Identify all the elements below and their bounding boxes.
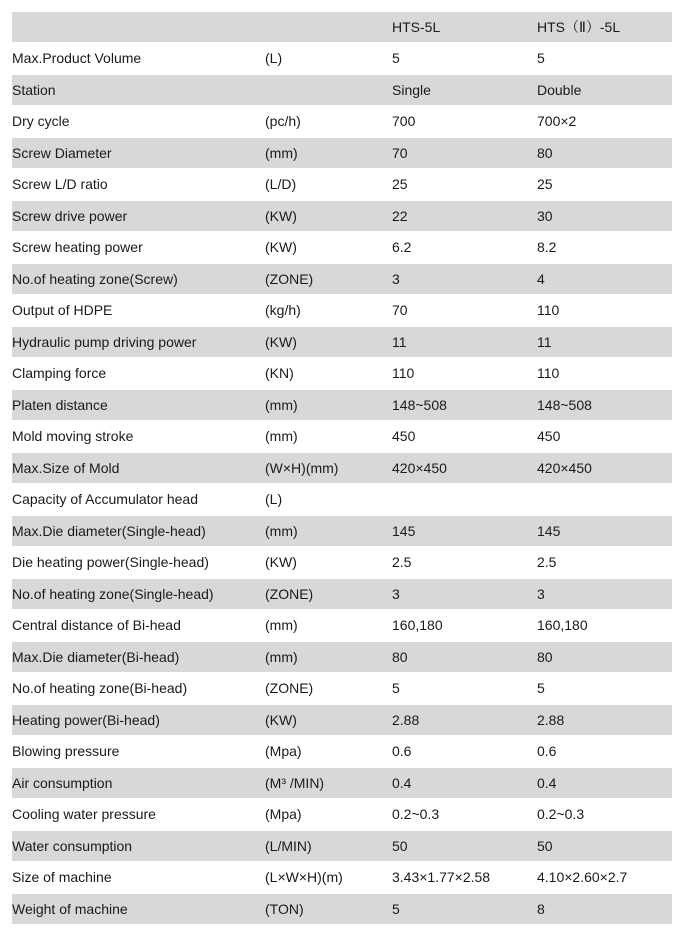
model-b-value: 4.10×2.60×2.7 <box>537 863 672 893</box>
unit-cell: (L/D) <box>265 170 392 200</box>
model-a-value: 5 <box>392 894 537 924</box>
param-cell: Output of HDPE <box>12 296 265 326</box>
table-row <box>12 642 672 672</box>
param-cell: Dry cycle <box>12 107 265 137</box>
model-b-value: 0.6 <box>537 737 672 767</box>
table-row <box>12 548 672 578</box>
table-row <box>12 327 672 357</box>
table-row <box>12 264 672 294</box>
model-a-value: 0.6 <box>392 737 537 767</box>
table-row <box>12 831 672 861</box>
model-a-value: 25 <box>392 170 537 200</box>
table-row <box>12 768 672 798</box>
model-a-value: 700 <box>392 107 537 137</box>
unit-cell: (ZONE) <box>265 264 392 294</box>
table-row <box>12 233 672 263</box>
model-b-value: 110 <box>537 296 672 326</box>
model-b-value: 8.2 <box>537 233 672 263</box>
model-b-value: 80 <box>537 138 672 168</box>
unit-cell: (KW) <box>265 705 392 735</box>
param-cell: Mold moving stroke <box>12 422 265 452</box>
model-a-value: 5 <box>392 674 537 704</box>
table-row <box>12 107 672 137</box>
model-b-value: 80 <box>537 642 672 672</box>
unit-cell: (L) <box>265 485 392 515</box>
spec-table <box>12 10 672 926</box>
table-row <box>12 705 672 735</box>
model-a-value: 110 <box>392 359 537 389</box>
table-row <box>12 516 672 546</box>
unit-cell: (mm) <box>265 138 392 168</box>
table-row <box>12 453 672 483</box>
unit-cell: (KW) <box>265 327 392 357</box>
model-a-value: 0.2~0.3 <box>392 800 537 830</box>
model-b-value: 11 <box>537 327 672 357</box>
model-a-value: 70 <box>392 296 537 326</box>
param-cell: Capacity of Accumulator head <box>12 485 265 515</box>
model-b-value: 420×450 <box>537 453 672 483</box>
table-row <box>12 737 672 767</box>
param-cell: Weight of machine <box>12 894 265 924</box>
model-b-value: Double <box>537 75 672 105</box>
model-a-value: Single <box>392 75 537 105</box>
model-b-value <box>537 485 672 515</box>
unit-cell: (KN) <box>265 359 392 389</box>
unit-cell: (M³ /MIN) <box>265 768 392 798</box>
unit-cell: (ZONE) <box>265 674 392 704</box>
table-row <box>12 75 672 105</box>
unit-cell: (mm) <box>265 611 392 641</box>
unit-cell: (mm) <box>265 390 392 420</box>
unit-cell: (KW) <box>265 201 392 231</box>
model-b-value: 110 <box>537 359 672 389</box>
table-row <box>12 422 672 452</box>
param-cell: No.of heating zone(Screw) <box>12 264 265 294</box>
unit-cell: (mm) <box>265 516 392 546</box>
model-a-value: 3.43×1.77×2.58 <box>392 863 537 893</box>
unit-cell: (Mpa) <box>265 800 392 830</box>
param-cell: Central distance of Bi-head <box>12 611 265 641</box>
model-a-value: 148~508 <box>392 390 537 420</box>
model-a-value: 450 <box>392 422 537 452</box>
param-cell: Max.Product Volume <box>12 44 265 74</box>
model-b-value: 0.4 <box>537 768 672 798</box>
table-row <box>12 296 672 326</box>
param-cell: Screw L/D ratio <box>12 170 265 200</box>
model-b-value: 4 <box>537 264 672 294</box>
model-a-value: 160,180 <box>392 611 537 641</box>
model-a-value: 420×450 <box>392 453 537 483</box>
param-cell: Screw Diameter <box>12 138 265 168</box>
model-a-value: 2.5 <box>392 548 537 578</box>
header-param-cell <box>12 12 265 42</box>
unit-cell: (L×W×H)(m) <box>265 863 392 893</box>
model-a-value <box>392 485 537 515</box>
model-b-value: 50 <box>537 831 672 861</box>
unit-cell: (KW) <box>265 233 392 263</box>
table-row <box>12 201 672 231</box>
model-b-value: 160,180 <box>537 611 672 641</box>
table-row <box>12 611 672 641</box>
spec-table-body <box>12 44 672 924</box>
param-cell: No.of heating zone(Single-head) <box>12 579 265 609</box>
model-b-value: 5 <box>537 674 672 704</box>
model-b-value: 3 <box>537 579 672 609</box>
model-b-value: 8 <box>537 894 672 924</box>
param-cell: Size of machine <box>12 863 265 893</box>
unit-cell: (L) <box>265 44 392 74</box>
table-row <box>12 800 672 830</box>
model-a-value: 5 <box>392 44 537 74</box>
model-a-value: 80 <box>392 642 537 672</box>
param-cell: Hydraulic pump driving power <box>12 327 265 357</box>
param-cell: Screw heating power <box>12 233 265 263</box>
param-cell: Platen distance <box>12 390 265 420</box>
unit-cell: (kg/h) <box>265 296 392 326</box>
model-b-value: 30 <box>537 201 672 231</box>
param-cell: Max.Die diameter(Single-head) <box>12 516 265 546</box>
model-b-value: 5 <box>537 44 672 74</box>
param-cell: No.of heating zone(Bi-head) <box>12 674 265 704</box>
unit-cell: (L/MIN) <box>265 831 392 861</box>
unit-cell: (W×H)(mm) <box>265 453 392 483</box>
param-cell: Blowing pressure <box>12 737 265 767</box>
model-a-value: 0.4 <box>392 768 537 798</box>
model-a-value: 3 <box>392 579 537 609</box>
model-b-value: 700×2 <box>537 107 672 137</box>
model-b-value: 450 <box>537 422 672 452</box>
model-a-value: 6.2 <box>392 233 537 263</box>
model-a-value: 22 <box>392 201 537 231</box>
unit-cell <box>265 75 392 105</box>
model-b-value: 25 <box>537 170 672 200</box>
unit-cell: (Mpa) <box>265 737 392 767</box>
unit-cell: (mm) <box>265 642 392 672</box>
table-row <box>12 138 672 168</box>
table-row <box>12 863 672 893</box>
param-cell: Clamping force <box>12 359 265 389</box>
table-row <box>12 170 672 200</box>
table-row <box>12 579 672 609</box>
unit-cell: (mm) <box>265 422 392 452</box>
model-b-value: 2.5 <box>537 548 672 578</box>
table-row <box>12 359 672 389</box>
model-a-value: 145 <box>392 516 537 546</box>
param-cell: Die heating power(Single-head) <box>12 548 265 578</box>
unit-cell: (ZONE) <box>265 579 392 609</box>
model-a-value: 2.88 <box>392 705 537 735</box>
param-cell: Screw drive power <box>12 201 265 231</box>
table-row <box>12 674 672 704</box>
param-cell: Water consumption <box>12 831 265 861</box>
header-row <box>12 12 672 42</box>
header-model-b: HTS（Ⅱ）-5L <box>537 12 672 42</box>
param-cell: Cooling water pressure <box>12 800 265 830</box>
unit-cell: (TON) <box>265 894 392 924</box>
model-a-value: 50 <box>392 831 537 861</box>
param-cell: Station <box>12 75 265 105</box>
unit-cell: (pc/h) <box>265 107 392 137</box>
table-row <box>12 44 672 74</box>
model-b-value: 2.88 <box>537 705 672 735</box>
header-model-a: HTS-5L <box>392 12 537 42</box>
param-cell: Max.Size of Mold <box>12 453 265 483</box>
param-cell: Max.Die diameter(Bi-head) <box>12 642 265 672</box>
param-cell: Air consumption <box>12 768 265 798</box>
table-row <box>12 894 672 924</box>
header-unit-cell <box>265 12 392 42</box>
unit-cell: (KW) <box>265 548 392 578</box>
model-b-value: 148~508 <box>537 390 672 420</box>
model-a-value: 3 <box>392 264 537 294</box>
model-b-value: 145 <box>537 516 672 546</box>
table-row <box>12 390 672 420</box>
model-b-value: 0.2~0.3 <box>537 800 672 830</box>
model-a-value: 70 <box>392 138 537 168</box>
model-a-value: 11 <box>392 327 537 357</box>
table-row <box>12 485 672 515</box>
param-cell: Heating power(Bi-head) <box>12 705 265 735</box>
